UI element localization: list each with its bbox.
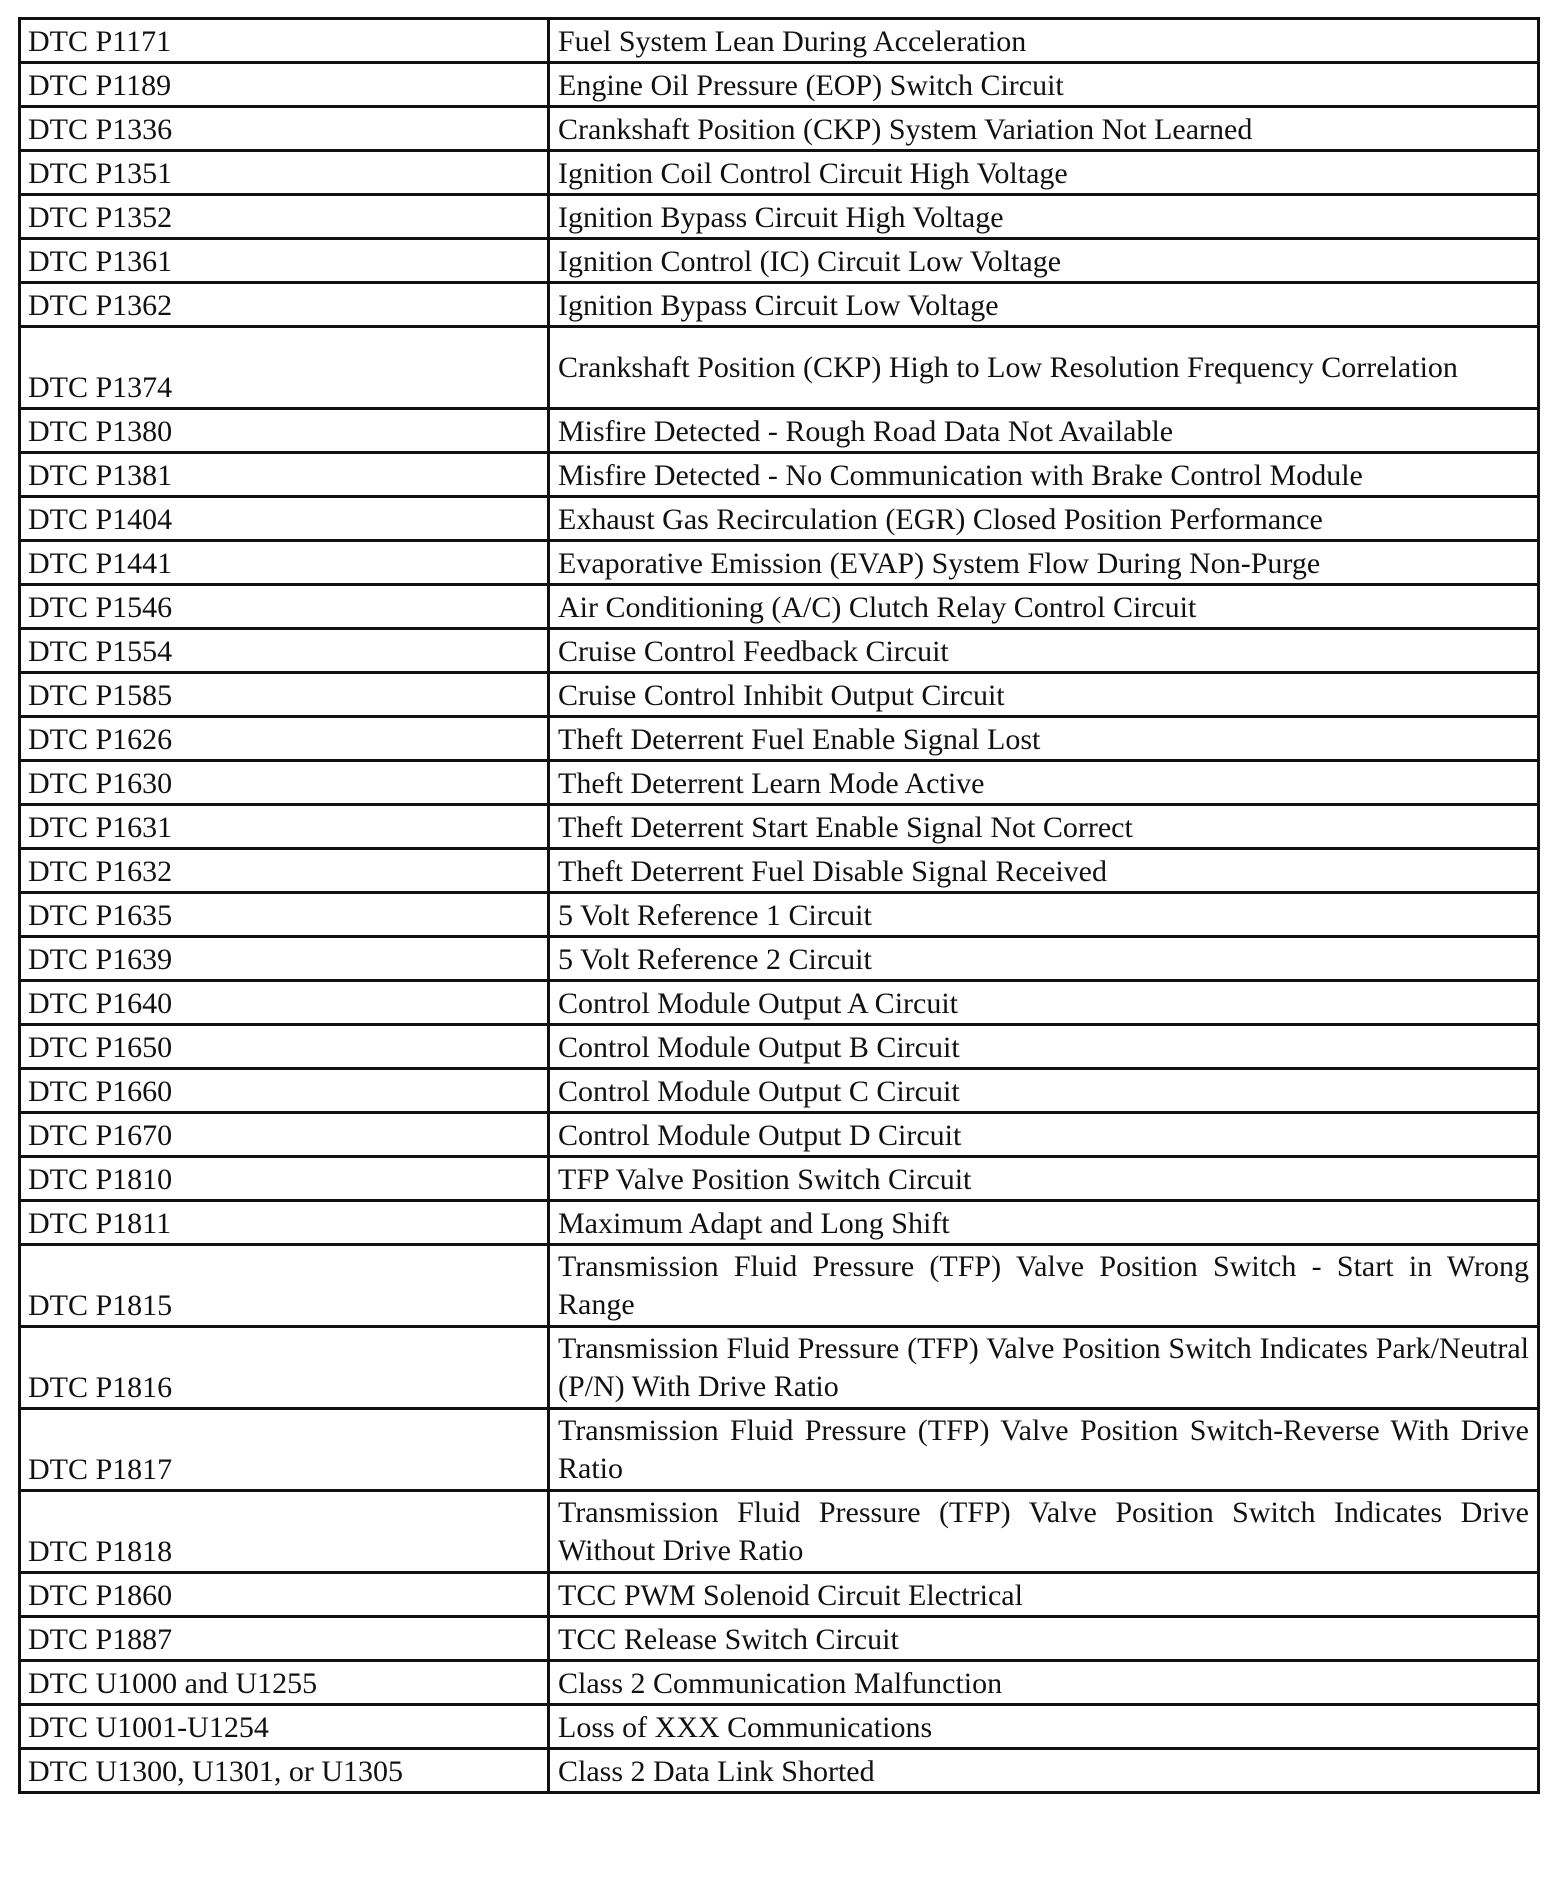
dtc-code-cell: DTC P1171 [20, 19, 549, 63]
table-row [20, 151, 1539, 195]
dtc-description-cell: Crankshaft Position (CKP) High to Low Resolution Frequency Correlation [549, 327, 1539, 409]
dtc-code-cell: DTC P1818 [20, 1491, 549, 1573]
table-row [20, 673, 1539, 717]
dtc-description-cell: TCC PWM Solenoid Circuit Electrical [549, 1573, 1539, 1617]
dtc-code-cell: DTC P1816 [20, 1327, 549, 1409]
dtc-code-cell: DTC P1441 [20, 541, 549, 585]
dtc-description-cell: Crankshaft Position (CKP) System Variation Not Learned [549, 107, 1539, 151]
dtc-table [18, 17, 1540, 1794]
table-row [20, 107, 1539, 151]
dtc-description-cell: Loss of XXX Communications [549, 1705, 1539, 1749]
dtc-description-cell: Theft Deterrent Fuel Enable Signal Lost [549, 717, 1539, 761]
dtc-code-cell: DTC P1362 [20, 283, 549, 327]
dtc-code-cell: DTC P1887 [20, 1617, 549, 1661]
dtc-code-cell: DTC P1352 [20, 195, 549, 239]
table-row [20, 937, 1539, 981]
table-row [20, 19, 1539, 63]
dtc-description-cell: Engine Oil Pressure (EOP) Switch Circuit [549, 63, 1539, 107]
dtc-code-cell: DTC P1336 [20, 107, 549, 151]
dtc-code-cell: DTC P1404 [20, 497, 549, 541]
table-row [20, 849, 1539, 893]
dtc-code-cell: DTC P1546 [20, 585, 549, 629]
table-row [20, 1201, 1539, 1245]
dtc-description-cell: Class 2 Data Link Shorted [549, 1749, 1539, 1793]
dtc-code-cell: DTC U1300, U1301, or U1305 [20, 1749, 549, 1793]
dtc-description-cell: Fuel System Lean During Acceleration [549, 19, 1539, 63]
dtc-description-cell: Transmission Fluid Pressure (TFP) Valve Position Switch-Reverse With Drive Ratio [549, 1409, 1539, 1491]
dtc-description-cell: Ignition Coil Control Circuit High Voltage [549, 151, 1539, 195]
dtc-description-cell: Cruise Control Feedback Circuit [549, 629, 1539, 673]
dtc-description-cell: Ignition Bypass Circuit Low Voltage [549, 283, 1539, 327]
dtc-code-cell: DTC P1380 [20, 409, 549, 453]
table-row [20, 1573, 1539, 1617]
dtc-code-cell: DTC P1361 [20, 239, 549, 283]
dtc-description-cell: 5 Volt Reference 2 Circuit [549, 937, 1539, 981]
dtc-description-cell: Ignition Bypass Circuit High Voltage [549, 195, 1539, 239]
table-row [20, 805, 1539, 849]
dtc-description-cell: Maximum Adapt and Long Shift [549, 1201, 1539, 1245]
dtc-description-cell: Misfire Detected - Rough Road Data Not Available [549, 409, 1539, 453]
dtc-description-cell: Cruise Control Inhibit Output Circuit [549, 673, 1539, 717]
dtc-code-cell: DTC P1810 [20, 1157, 549, 1201]
table-row [20, 585, 1539, 629]
dtc-description-cell: Evaporative Emission (EVAP) System Flow During Non-Purge [549, 541, 1539, 585]
dtc-description-cell: 5 Volt Reference 1 Circuit [549, 893, 1539, 937]
table-row [20, 1491, 1539, 1573]
dtc-code-cell: DTC P1860 [20, 1573, 549, 1617]
dtc-code-cell: DTC P1650 [20, 1025, 549, 1069]
dtc-table-body [20, 19, 1539, 1793]
dtc-description-cell: Control Module Output A Circuit [549, 981, 1539, 1025]
dtc-code-cell: DTC P1670 [20, 1113, 549, 1157]
dtc-code-cell: DTC P1554 [20, 629, 549, 673]
dtc-description-cell: Control Module Output C Circuit [549, 1069, 1539, 1113]
dtc-code-cell: DTC P1630 [20, 761, 549, 805]
dtc-description-cell: TCC Release Switch Circuit [549, 1617, 1539, 1661]
dtc-code-cell: DTC P1811 [20, 1201, 549, 1245]
table-row [20, 1327, 1539, 1409]
table-row [20, 63, 1539, 107]
dtc-code-cell: DTC P1640 [20, 981, 549, 1025]
dtc-description-cell: Control Module Output B Circuit [549, 1025, 1539, 1069]
dtc-description-cell: Theft Deterrent Learn Mode Active [549, 761, 1539, 805]
table-row [20, 893, 1539, 937]
dtc-code-cell: DTC P1189 [20, 63, 549, 107]
dtc-description-cell: TFP Valve Position Switch Circuit [549, 1157, 1539, 1201]
table-row [20, 1409, 1539, 1491]
dtc-description-cell: Air Conditioning (A/C) Clutch Relay Control Circuit [549, 585, 1539, 629]
dtc-code-cell: DTC P1632 [20, 849, 549, 893]
dtc-code-cell: DTC P1626 [20, 717, 549, 761]
dtc-code-cell: DTC P1631 [20, 805, 549, 849]
dtc-description-cell: Transmission Fluid Pressure (TFP) Valve Position Switch Indicates Drive Without Drive Ratio [549, 1491, 1539, 1573]
dtc-code-cell: DTC P1635 [20, 893, 549, 937]
table-row [20, 717, 1539, 761]
dtc-description-cell: Theft Deterrent Fuel Disable Signal Received [549, 849, 1539, 893]
table-row [20, 981, 1539, 1025]
table-row [20, 1025, 1539, 1069]
dtc-description-cell: Misfire Detected - No Communication with Brake Control Module [549, 453, 1539, 497]
dtc-code-cell: DTC P1381 [20, 453, 549, 497]
table-row [20, 1705, 1539, 1749]
table-row [20, 239, 1539, 283]
table-row [20, 453, 1539, 497]
table-row [20, 283, 1539, 327]
table-row [20, 629, 1539, 673]
dtc-description-cell: Control Module Output D Circuit [549, 1113, 1539, 1157]
dtc-description-cell: Transmission Fluid Pressure (TFP) Valve Position Switch - Start in Wrong Range [549, 1245, 1539, 1327]
dtc-code-cell: DTC P1660 [20, 1069, 549, 1113]
dtc-code-cell: DTC P1817 [20, 1409, 549, 1491]
dtc-code-cell: DTC P1351 [20, 151, 549, 195]
table-row [20, 1157, 1539, 1201]
table-row [20, 409, 1539, 453]
dtc-code-cell: DTC P1374 [20, 327, 549, 409]
table-row [20, 1661, 1539, 1705]
table-row [20, 327, 1539, 409]
table-row [20, 761, 1539, 805]
dtc-code-cell: DTC U1000 and U1255 [20, 1661, 549, 1705]
dtc-code-cell: DTC U1001-U1254 [20, 1705, 549, 1749]
dtc-description-cell: Exhaust Gas Recirculation (EGR) Closed Position Performance [549, 497, 1539, 541]
dtc-description-cell: Theft Deterrent Start Enable Signal Not Correct [549, 805, 1539, 849]
table-row [20, 195, 1539, 239]
dtc-description-cell: Class 2 Communication Malfunction [549, 1661, 1539, 1705]
dtc-code-cell: DTC P1815 [20, 1245, 549, 1327]
table-row [20, 1245, 1539, 1327]
table-row [20, 1069, 1539, 1113]
table-row [20, 541, 1539, 585]
table-row [20, 1749, 1539, 1793]
dtc-description-cell: Transmission Fluid Pressure (TFP) Valve Position Switch Indicates Park/Neutral (P/N) With Drive Ratio [549, 1327, 1539, 1409]
table-row [20, 1113, 1539, 1157]
dtc-code-cell: DTC P1585 [20, 673, 549, 717]
table-row [20, 1617, 1539, 1661]
dtc-description-cell: Ignition Control (IC) Circuit Low Voltage [549, 239, 1539, 283]
dtc-code-cell: DTC P1639 [20, 937, 549, 981]
table-row [20, 497, 1539, 541]
